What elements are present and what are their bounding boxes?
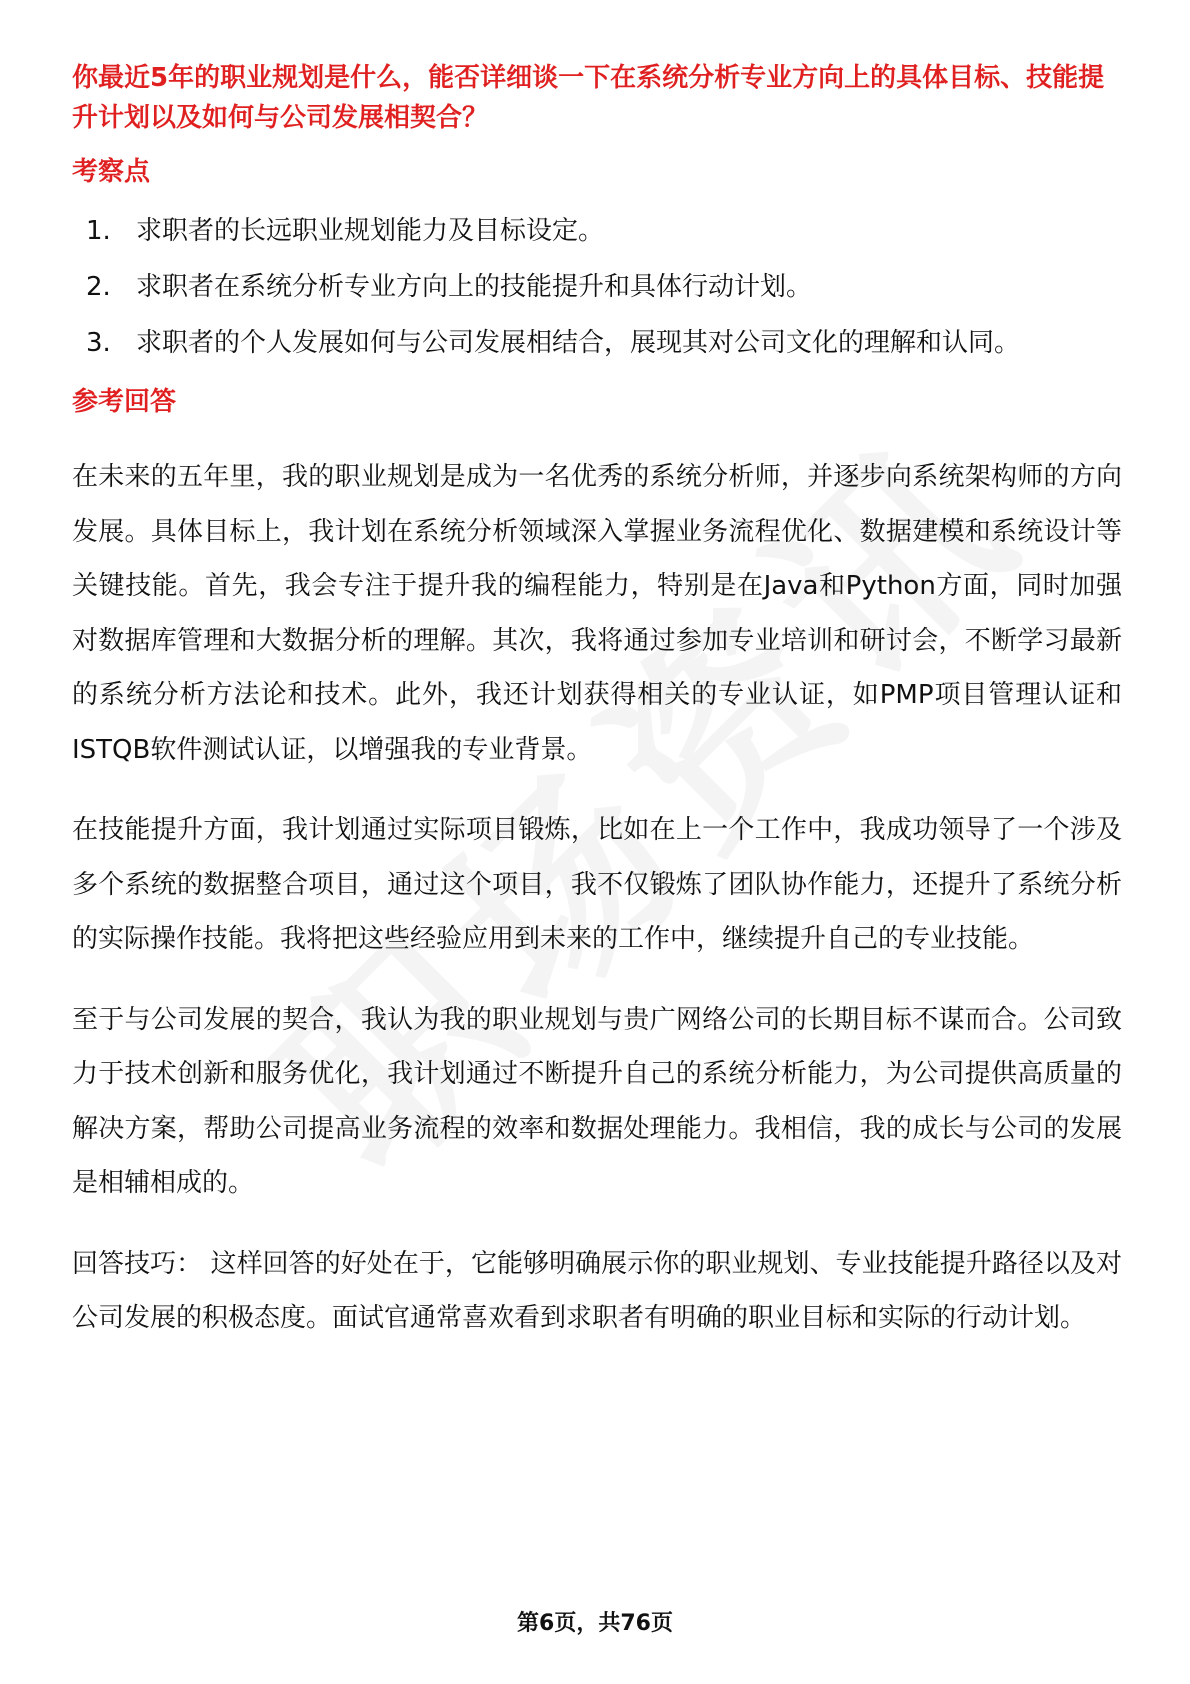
interview-question: 你最近5年的职业规划是什么，能否详细谈一下在系统分析专业方向上的具体目标、技能提升计划以及如何与公司发展相契合？ <box>72 63 1105 133</box>
page-number-footer: 第6页，共76页 <box>517 1611 673 1636</box>
reference-paragraph: 在未来的五年里，我的职业规划是成为一名优秀的系统分析师，并逐步向系统架构师的方向发展。具体目标上，我计划在系统分析领域深入掌握业务流程优化、数据建模和系统设计等关键技能。首先，我会专注于提升我的编程能力，特别是在Java和Python方面，同时加强对数据库管理和大数据分析的理解。其次，我将通过参加专业培训和研讨会，不断学习最新的系统分析方法论和技术。此外，我还计划获得相关的专业认证，如PMP项目管理认证和ISTQB软件测试认证，以增强我的专业背景。 <box>72 462 1122 765</box>
assessment-point-text: 求职者的长远职业规划能力及目标设定。 <box>136 216 605 246</box>
assessment-point <box>72 324 1122 362</box>
assessment-point-number: 3. <box>86 328 111 358</box>
assessment-point <box>72 212 1122 250</box>
assessment-heading: 考察点 <box>72 157 151 187</box>
assessment-points-list <box>72 212 1122 362</box>
reference-paragraph: 至于与公司发展的契合，我认为我的职业规划与贵广网络公司的长期目标不谋而合。公司致力于技术创新和服务优化，我计划通过不断提升自己的系统分析能力，为公司提供高质量的解决方案，帮助公司提高业务流程的效率和数据处理能力。我相信，我的成长与公司的发展是相辅相成的。 <box>72 1004 1122 1198</box>
reference-answer-heading: 参考回答 <box>72 387 177 417</box>
assessment-point-text: 求职者在系统分析专业方向上的技能提升和具体行动计划。 <box>136 272 813 302</box>
page-content <box>72 58 1122 1346</box>
assessment-point-text: 求职者的个人发展如何与公司发展相结合，展现其对公司文化的理解和认同。 <box>136 328 1021 358</box>
reference-paragraph: 在技能提升方面，我计划通过实际项目锻炼，比如在上一个工作中，我成功领导了一个涉及多个系统的数据整合项目，通过这个项目，我不仅锻炼了团队协作能力，还提升了系统分析的实际操作技能。我将把这些经验应用到未来的工作中，继续提升自己的专业技能。 <box>72 815 1122 954</box>
assessment-point-number: 2. <box>86 272 111 302</box>
assessment-point <box>72 268 1122 306</box>
assessment-point-number: 1. <box>86 216 111 246</box>
answer-tips-paragraph: 回答技巧： 这样回答的好处在于，它能够明确展示你的职业规划、专业技能提升路径以及对公司发展的积极态度。面试官通常喜欢看到求职者有明确的职业目标和实际的行动计划。 <box>72 1248 1122 1333</box>
